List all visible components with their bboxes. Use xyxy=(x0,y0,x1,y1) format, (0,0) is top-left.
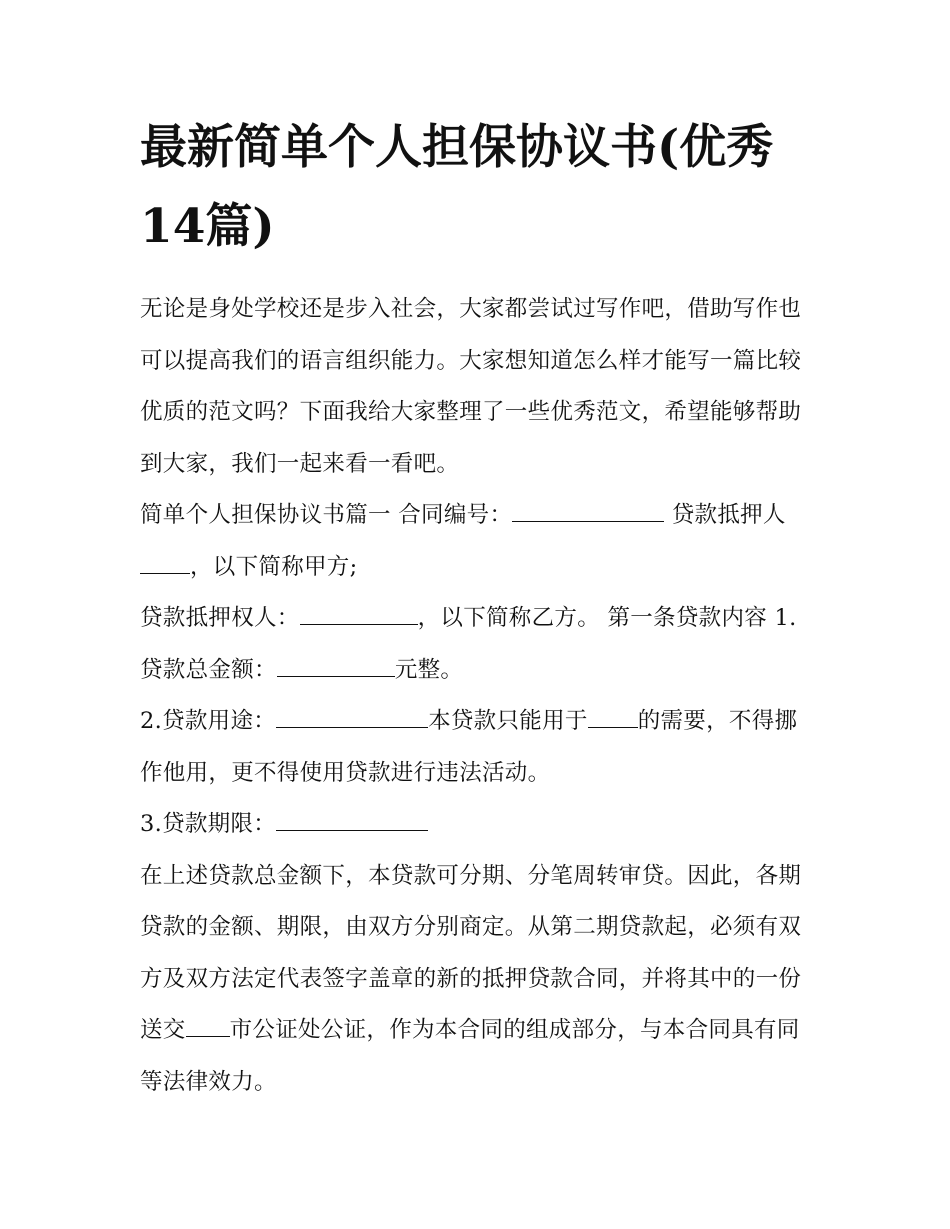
loan-purpose-label: 2.贷款用途： xyxy=(140,708,277,734)
loan-term-blank xyxy=(276,806,428,831)
mortgagor-blank xyxy=(140,549,190,574)
loan-term-label: 3.贷款期限： xyxy=(140,811,277,837)
contract-number-paragraph xyxy=(140,490,812,593)
loan-purpose-paragraph xyxy=(140,696,812,799)
contract-number-label: 简单个人担保协议书篇一 合同编号： xyxy=(140,502,513,528)
loan-usage-suffix: 的需要，不得挪作他用，更不得使用贷款进行违法活动。 xyxy=(140,708,798,786)
contract-number-blank xyxy=(512,497,664,522)
document-title: 最新简单个人担保协议书(优秀14篇) xyxy=(140,120,774,254)
installment-paragraph xyxy=(140,851,812,1109)
document-page xyxy=(140,108,812,1108)
loan-amount-blank xyxy=(277,652,395,677)
loan-purpose-blank xyxy=(276,703,428,728)
mortgagor-suffix: ，以下简称甲方; xyxy=(190,553,358,580)
notary-text: 市公证处公证，作为本合同的组成部分，与本合同具有同等法律效力。 xyxy=(140,1017,800,1095)
mortgagee-paragraph xyxy=(140,593,812,696)
loan-amount-label: ，以下简称乙方。 第一条贷款内容 1.贷款总金额： xyxy=(140,605,797,683)
loan-usage-blank xyxy=(588,703,638,728)
mortgagee-label: 贷款抵押权人： xyxy=(140,605,300,631)
mortgagee-blank xyxy=(300,600,418,625)
installment-text: 在上述贷款总金额下，本贷款可分期、分笔周转审贷。因此，各期贷款的金额、期限，由双方分别商定。从第二期贷款起，必须有双方及双方法定代表签字盖章的新的抵押贷款合同，并将其中的一份送交 xyxy=(140,862,802,1043)
mortgagor-label: 贷款抵押人 xyxy=(664,502,786,528)
loan-term-paragraph xyxy=(140,799,812,851)
intro-paragraph: 无论是身处学校还是步入社会，大家都尝试过写作吧，借助写作也可以提高我们的语言组织能力。大家想知道怎么样才能写一篇比较优质的范文吗？下面我给大家整理了一些优秀范文，希望能够帮助到大家，我们一起来看一看吧。 xyxy=(140,296,802,477)
loan-amount-suffix: 元整。 xyxy=(394,656,464,683)
loan-usage-label: 本贷款只能用于 xyxy=(428,708,588,734)
notary-city-blank xyxy=(186,1012,230,1037)
